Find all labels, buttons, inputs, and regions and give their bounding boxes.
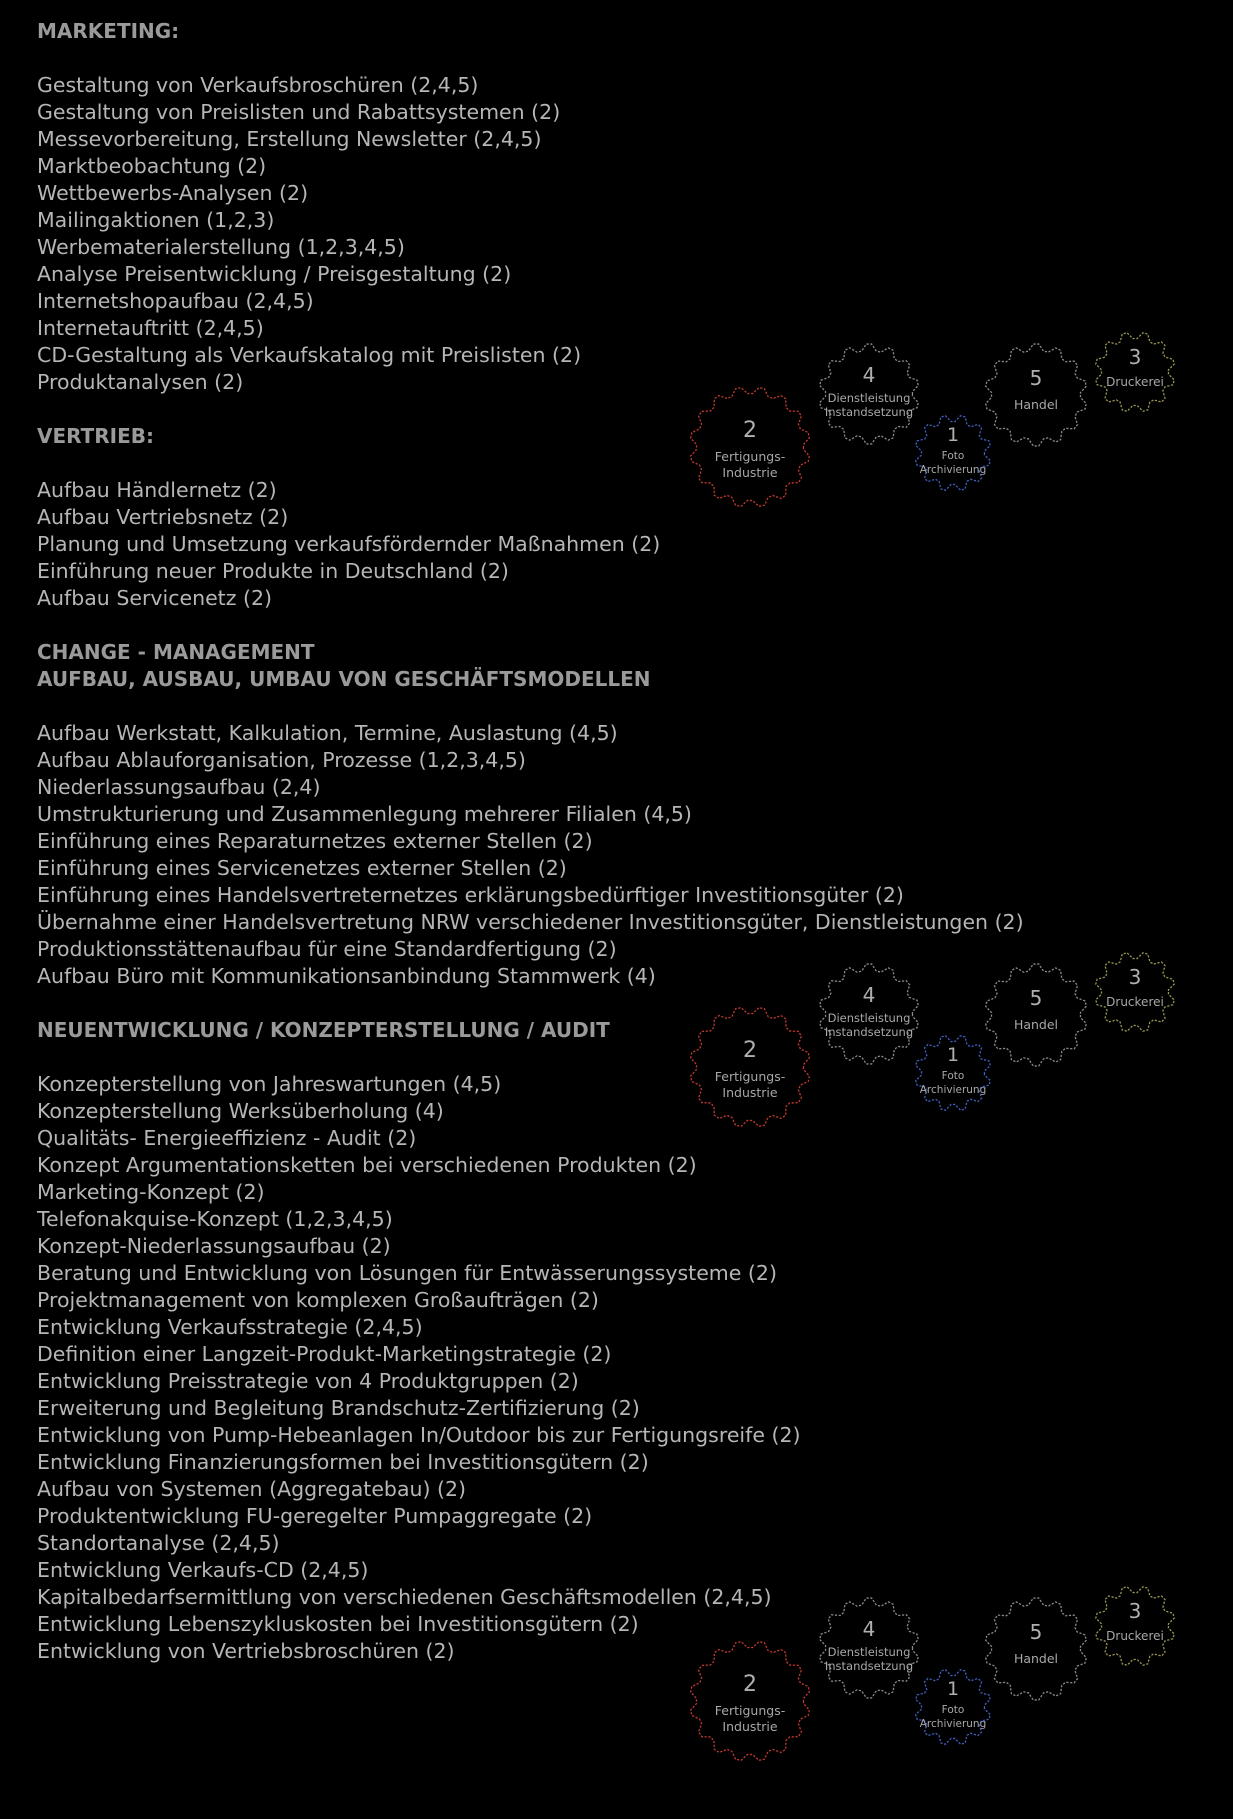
- list-item: Einführung neuer Produkte in Deutschland (2): [37, 559, 509, 583]
- list-item: Aufbau Büro mit Kommunikationsanbindung Stammwerk (4): [37, 964, 656, 988]
- gear-2-number: 2: [743, 418, 757, 443]
- section-heading: MARKETING:: [37, 19, 180, 43]
- gear-1-number: 1: [946, 1678, 960, 1700]
- gear-5-outline: [986, 964, 1087, 1066]
- list-item: Aufbau Händlernetz (2): [37, 478, 277, 502]
- gear-4-label: Dienstleistung: [827, 1011, 911, 1025]
- gear-3-number: 3: [1128, 345, 1142, 369]
- gear-1-label: Foto: [941, 450, 965, 462]
- section-heading: VERTRIEB:: [37, 424, 155, 448]
- gear-4-label: Dienstleistung: [827, 1645, 911, 1659]
- gear-2: [691, 388, 810, 507]
- gear-4-label: Instandsetzung: [824, 1659, 914, 1673]
- gear-5: [986, 964, 1087, 1066]
- list-item: Umstrukturierung und Zusammenlegung mehrerer Filialen (4,5): [37, 802, 692, 826]
- gear-1-number: 1: [946, 1044, 960, 1066]
- list-item: Entwicklung Finanzierungsformen bei Investitionsgütern (2): [37, 1450, 649, 1474]
- gear-4-label: Instandsetzung: [824, 1025, 914, 1039]
- gear-1-label: Foto: [941, 1704, 965, 1716]
- list-item: Beratung und Entwicklung von Lösungen für Entwässerungssysteme (2): [37, 1261, 777, 1285]
- gear-diagram: [675, 948, 1205, 1148]
- gear-1-label: Archivierung: [919, 1084, 987, 1096]
- section-heading: NEUENTWICKLUNG / KONZEPTERSTELLUNG / AUDIT: [37, 1018, 610, 1042]
- list-item: Aufbau Servicenetz (2): [37, 586, 273, 610]
- list-item: Marktbeobachtung (2): [37, 154, 267, 178]
- gear-diagram: [675, 1582, 1205, 1782]
- item-list: [37, 1071, 1217, 1665]
- list-item: Telefonakquise-Konzept (1,2,3,4,5): [37, 1207, 393, 1231]
- section-heading: AUFBAU, AUSBAU, UMBAU VON GESCHÄFTSMODELLEN: [37, 667, 651, 691]
- list-item: Niederlassungsaufbau (2,4): [37, 775, 321, 799]
- list-item: Entwicklung Preisstrategie von 4 Produktgruppen (2): [37, 1369, 579, 1393]
- gear-2-label: Industrie: [722, 465, 778, 480]
- list-item: Werbematerialerstellung (1,2,3,4,5): [37, 235, 405, 259]
- gear-2-outline: [691, 388, 810, 507]
- gear-3-label: Druckerei: [1106, 995, 1164, 1009]
- list-item: Kapitalbedarfsermittlung von verschiedenen Geschäftsmodellen (2,4,5): [37, 1585, 772, 1609]
- gear-3: [1096, 953, 1174, 1031]
- gear-2-label: Fertigungs-: [714, 1703, 786, 1718]
- gear-4: [820, 1598, 919, 1698]
- heading-spacer: [37, 693, 1217, 720]
- gear-5-outline: [986, 1598, 1087, 1700]
- section-heading: CHANGE - MANAGEMENT: [37, 640, 315, 664]
- list-item: Gestaltung von Preislisten und Rabattsystemen (2): [37, 100, 561, 124]
- list-item: Aufbau Ablauforganisation, Prozesse (1,2,3,4,5): [37, 748, 526, 772]
- gear-4: [820, 964, 919, 1064]
- gear-5-label: Handel: [1013, 1651, 1059, 1666]
- gear-3: [1096, 333, 1174, 411]
- gear-cluster-1: [675, 328, 1205, 528]
- list-item: Mailingaktionen (1,2,3): [37, 208, 275, 232]
- gear-4: [820, 344, 919, 444]
- list-item: Produktentwicklung FU-geregelter Pumpaggregate (2): [37, 1504, 593, 1528]
- gear-2-label: Industrie: [722, 1085, 778, 1100]
- list-item: Entwicklung Verkaufsstrategie (2,4,5): [37, 1315, 423, 1339]
- list-item: Konzepterstellung Werksüberholung (4): [37, 1099, 444, 1123]
- section-3: [37, 612, 1217, 990]
- list-item: Konzepterstellung von Jahreswartungen (4,5): [37, 1072, 502, 1096]
- gear-2-label: Industrie: [722, 1719, 778, 1734]
- gear-5-outline: [986, 344, 1087, 446]
- gear-1-number: 1: [946, 424, 960, 446]
- gear-2-number: 2: [743, 1672, 757, 1697]
- gear-2: [691, 1642, 810, 1761]
- list-item: Internetshopaufbau (2,4,5): [37, 289, 314, 313]
- gear-1-label: Archivierung: [919, 464, 987, 476]
- list-item: Definition einer Langzeit-Produkt-Marketingstrategie (2): [37, 1342, 612, 1366]
- gear-1-label: Foto: [941, 1070, 965, 1082]
- list-item: Aufbau von Systemen (Aggregatebau) (2): [37, 1477, 467, 1501]
- list-item: Qualitäts- Energieeffizienz - Audit (2): [37, 1126, 417, 1150]
- document-content: [37, 18, 1217, 1665]
- list-item: Einführung eines Reparaturnetzes externer Stellen (2): [37, 829, 593, 853]
- list-item: Projektmanagement von komplexen Großaufträgen (2): [37, 1288, 599, 1312]
- gear-4-label: Instandsetzung: [824, 405, 914, 419]
- gear-cluster-3: [675, 1582, 1205, 1782]
- list-item: Aufbau Vertriebsnetz (2): [37, 505, 289, 529]
- gear-1: [916, 1670, 991, 1745]
- list-item: Messevorbereitung, Erstellung Newsletter (2,4,5): [37, 127, 542, 151]
- list-item: Planung und Umsetzung verkaufsfördernder Maßnahmen (2): [37, 532, 661, 556]
- gear-cluster-2: [675, 948, 1205, 1148]
- list-item: Gestaltung von Verkaufsbroschüren (2,4,5): [37, 73, 479, 97]
- gear-5-label: Handel: [1013, 1017, 1059, 1032]
- gear-3: [1096, 1587, 1174, 1665]
- gear-2-outline: [691, 1008, 810, 1127]
- list-item: Einführung eines Servicenetzes externer Stellen (2): [37, 856, 567, 880]
- gear-5-label: Handel: [1013, 397, 1059, 412]
- list-item: Konzept Argumentationsketten bei verschiedenen Produkten (2): [37, 1153, 697, 1177]
- section-spacer: [37, 612, 1217, 639]
- list-item: Produktanalysen (2): [37, 370, 244, 394]
- list-item: Aufbau Werkstatt, Kalkulation, Termine, Auslastung (4,5): [37, 721, 618, 745]
- gear-3-label: Druckerei: [1106, 375, 1164, 389]
- gear-4-label: Dienstleistung: [827, 391, 911, 405]
- list-item: Erweiterung und Begleitung Brandschutz-Zertifizierung (2): [37, 1396, 640, 1420]
- gear-4-number: 4: [862, 1617, 876, 1641]
- gear-4-number: 4: [862, 983, 876, 1007]
- list-item: CD-Gestaltung als Verkaufskatalog mit Preislisten (2): [37, 343, 582, 367]
- gear-3-label: Druckerei: [1106, 1629, 1164, 1643]
- gear-1: [916, 416, 991, 491]
- gear-3-number: 3: [1128, 1599, 1142, 1623]
- gear-2-number: 2: [743, 1038, 757, 1063]
- gear-5-number: 5: [1029, 366, 1043, 390]
- list-item: Übernahme einer Handelsvertretung NRW verschiedener Investitionsgüter, Dienstleistungen (2): [37, 910, 1024, 934]
- gear-3-number: 3: [1128, 965, 1142, 989]
- list-item: Entwicklung von Vertriebsbroschüren (2): [37, 1639, 455, 1663]
- gear-1: [916, 1036, 991, 1111]
- gear-1-label: Archivierung: [919, 1718, 987, 1730]
- gear-diagram: [675, 328, 1205, 528]
- list-item: Entwicklung von Pump-Hebeanlagen In/Outdoor bis zur Fertigungsreife (2): [37, 1423, 801, 1447]
- gear-2-label: Fertigungs-: [714, 449, 786, 464]
- list-item: Analyse Preisentwicklung / Preisgestaltung (2): [37, 262, 512, 286]
- list-item: Internetauftritt (2,4,5): [37, 316, 264, 340]
- list-item: Marketing-Konzept (2): [37, 1180, 265, 1204]
- gear-5-number: 5: [1029, 1620, 1043, 1644]
- list-item: Wettbewerbs-Analysen (2): [37, 181, 309, 205]
- gear-5: [986, 344, 1087, 446]
- gear-5: [986, 1598, 1087, 1700]
- gear-4-number: 4: [862, 363, 876, 387]
- gear-2: [691, 1008, 810, 1127]
- gear-5-number: 5: [1029, 986, 1043, 1010]
- list-item: Standortanalyse (2,4,5): [37, 1531, 280, 1555]
- list-item: Entwicklung Verkaufs-CD (2,4,5): [37, 1558, 369, 1582]
- list-item: Entwicklung Lebenszykluskosten bei Investitionsgütern (2): [37, 1612, 639, 1636]
- list-item: Konzept-Niederlassungsaufbau (2): [37, 1234, 391, 1258]
- gear-2-label: Fertigungs-: [714, 1069, 786, 1084]
- heading-spacer: [37, 45, 1217, 72]
- list-item: Produktionsstättenaufbau für eine Standardfertigung (2): [37, 937, 617, 961]
- gear-2-outline: [691, 1642, 810, 1761]
- list-item: Einführung eines Handelsvertreternetzes erklärungsbedürftiger Investitionsgüter (2): [37, 883, 904, 907]
